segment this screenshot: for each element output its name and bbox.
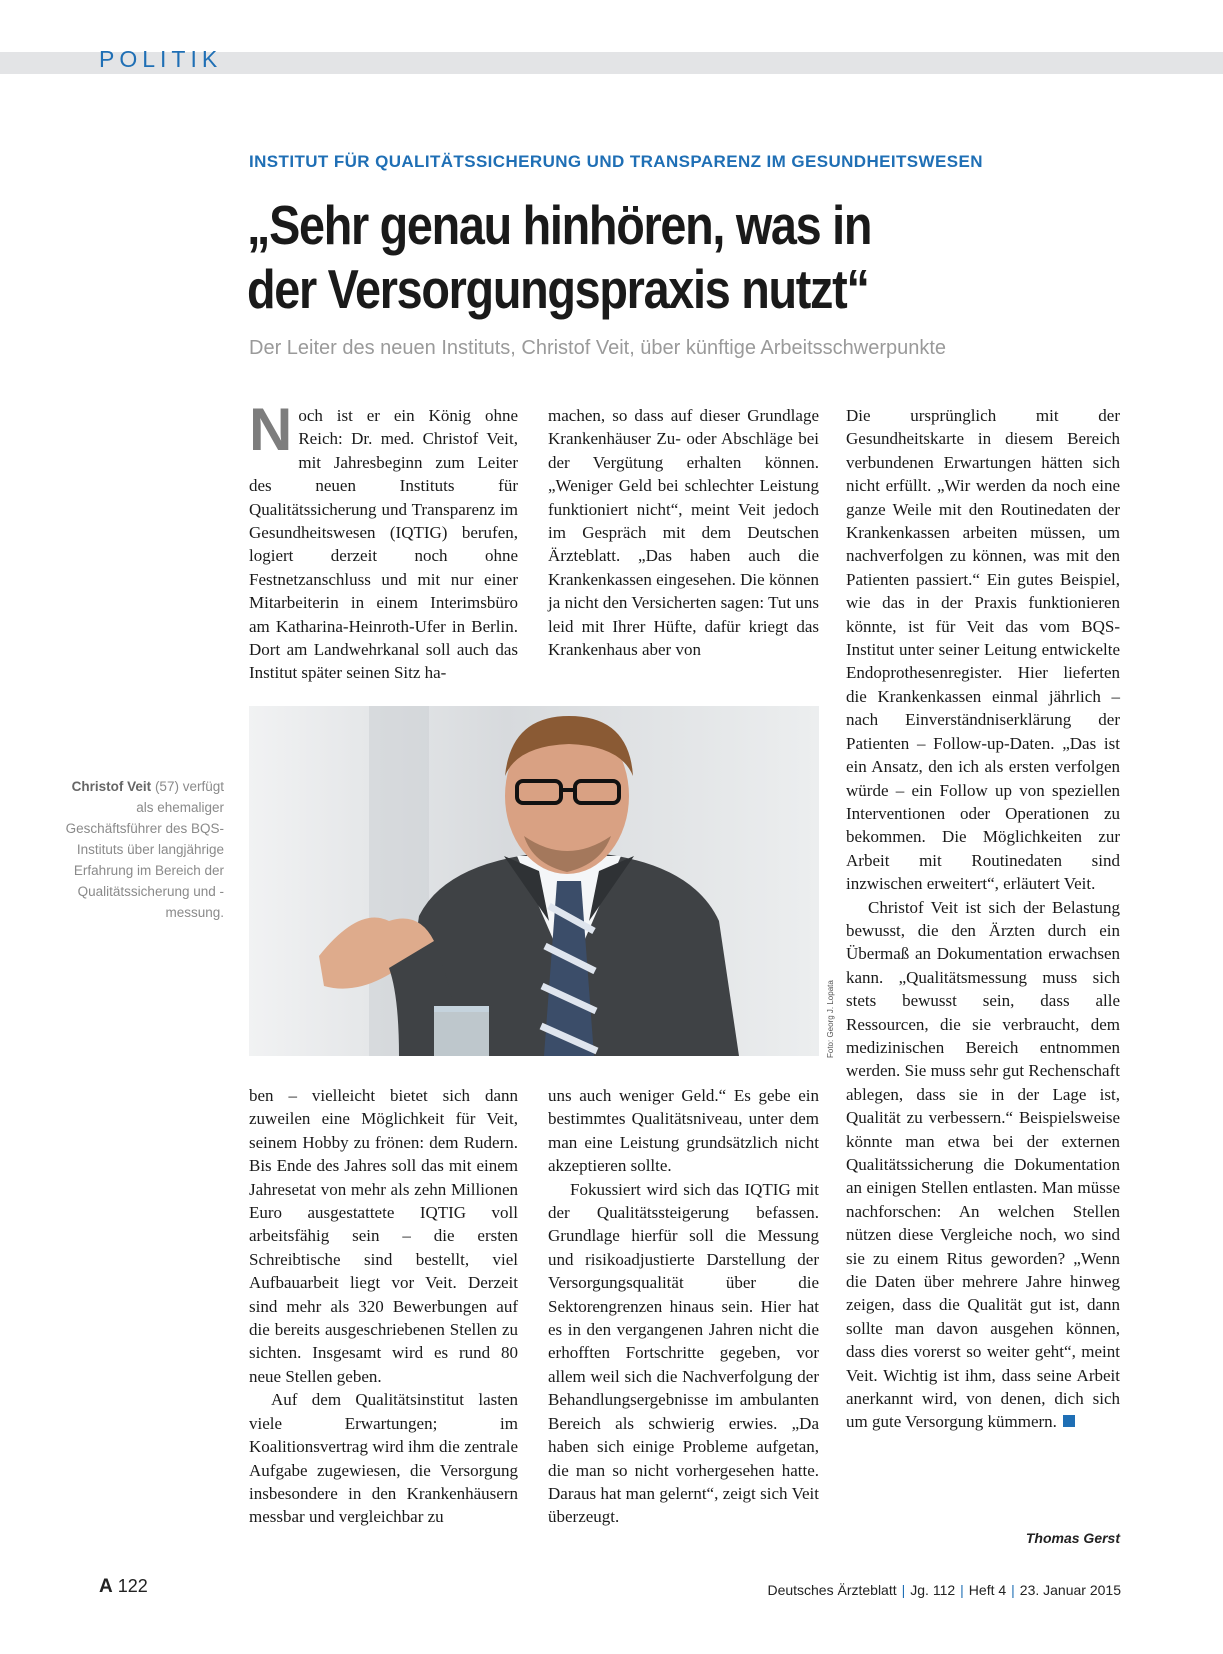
paragraph: ben – vielleicht bietet sich dann zuweilen eine Möglichkeit für Veit, seinem Hobby zu frönen: dem Rudern. Bis Ende des Jahres soll das mit einem Jahresetat von mehr als zehn Millionen Euro ausgestattete IQTIG voll arbeitsfähig sein – die ersten Schreibtische sind bestellt, viel Aufbauarbeit liegt vor Veit. Derzeit sind mehr als 320 Bewerbungen auf die bereits ausgeschriebenen Stellen zu sichten. Insgesamt wird es rund 80 neue Stellen geben. (249, 1086, 518, 1386)
paragraph (846, 896, 1120, 1434)
paragraph: uns auch weniger Geld.“ Es gebe ein bestimmtes Qualitätsniveau, unter dem man eine Leistung grundsätzlich nicht akzeptieren sollte. (548, 1086, 819, 1176)
volume: Jg. 112 (910, 1582, 956, 1598)
portrait-photo (249, 706, 819, 1056)
publication-name: Deutsches Ärzteblatt (767, 1582, 897, 1598)
section-label: POLITIK (99, 46, 223, 72)
kicker: INSTITUT FÜR QUALITÄTSSICHERUNG UND TRANSPARENZ IM GESUNDHEITSWESEN (249, 152, 983, 171)
issue: Heft 4 (968, 1582, 1007, 1598)
paragraph (249, 396, 518, 685)
drop-cap: N (249, 396, 293, 463)
paragraph: machen, so dass auf dieser Grundlage Krankenhäuser Zu- oder Abschläge bei der Vergütung erhalten können. „Weniger Geld bei schlechter Leistung funktioniert nicht“, meint Veit jedoch im Gespräch mit dem Deutschen Ärzteblatt. „Das haben auch die Krankenkassen eingesehen. Die können ja nicht den Versicherten sagen: Tut uns leid mit Ihrer Hüfte, dafür kriegt das Krankenhaus aber von (548, 406, 819, 660)
page-prefix: A (99, 1576, 113, 1597)
page-number (99, 1576, 148, 1598)
photo-illustration (249, 706, 819, 1056)
separator: | (960, 1582, 964, 1598)
headline-line-1: „Sehr genau hinhören, was in (247, 194, 872, 256)
page-number-value: 122 (117, 1576, 148, 1596)
paragraph: Die ursprünglich mit der Gesundheitskarte in diesem Bereich verbundenen Erwartungen hätten sich nicht erfüllt. „Wir werden da noch eine ganze Weile mit den Routinedaten der Krankenkassen arbeiten müssen, um nachverfolgen zu können, was mit den Patienten passiert.“ Ein gutes Beispiel, wie das in der Praxis funktionieren könnte, ist für Veit das vom BQS-Institut unter seiner Leitung entwickelte Endoprothesenregister. Hier lieferten die Krankenkassen einmal jährlich – nach Einverständniserklärung der Patienten – Follow-up-Daten. „Das ist ein Ansatz, den ich als ersten verfolgen würde – ein Follow up von speziellen Interventionen oder Operationen zu bekommen. Die Möglichkeiten zur Arbeit mit Routinedaten sind inzwischen erweitert“, erläutert Veit. (846, 406, 1120, 894)
column-2-top (548, 404, 819, 661)
paragraph: Auf dem Qualitätsinstitut lasten viele Erwartungen; im Koalitionsvertrag wird ihm die zentrale Aufgabe zugewiesen, die Versorgung insbesondere in den Krankenhäusern messbar und vergleichbar zu (249, 1390, 518, 1527)
footer-info (767, 1582, 1121, 1598)
paragraph: Fokussiert wird sich das IQTIG mit der Qualitätssteigerung befassen. Grundlage hierfür soll die Messung und risikoadjustierte Darstellung der Versorgungsqualität über die Sektorengrenzen hinaus sein. Hier hat es in den vergangenen Jahren nicht die erhofften Fortschritte gegeben, vor allem weil sich die Nachverfolgung der Behandlungsergebnisse im ambulanten Bereich als schwierig erwies. „Da haben sich einige Probleme aufgetan, die man so nicht vorhergesehen hatte. Daraus hat man gelernt“, zeigt sich Veit überzeugt. (548, 1179, 819, 1527)
caption-age: (57) (154, 779, 179, 794)
photo-caption (60, 776, 224, 923)
column-1-bottom (249, 1084, 518, 1529)
issue-date: 23. Januar 2015 (1019, 1582, 1121, 1598)
end-mark-icon (1063, 1415, 1075, 1427)
headline (247, 193, 871, 321)
headline-line-2: der Versorgungspraxis nutzt“ (247, 258, 869, 320)
paragraph-text: Christof Veit ist sich der Belastung bewusst, die den Ärzten durch ein Übermaß an Dokumentation erwachsen kann. „Qualitätsmessung muss sich stets bewusst sein, dass alle Ressourcen, die sie verbraucht, dem medizinischen Bereich entnommen werden. Sie muss sehr gut Rechenschaft ablegen, dass sie in der Lage ist, Qualität zu verbessern.“ Beispielsweise könnte man etwa bei der externen Qualitätssicherung die Dokumentation an einigen Stellen entlasten. Man müsse nachforschen: An welchen Stellen nützen diese Vergleiche noch, wo sind sie zu einem Ritus geworden? „Wenn die Daten über mehrere Jahre hinweg zeigen, dass die Qualität gut ist, dann sollte man davon ausgehen können, dass dies vorerst so weiter geht“, meint Veit. Wichtig ist ihm, dass seine Arbeit anerkannt wird, von denen, dich sich um gute Versorgung kümmern. (846, 897, 1120, 1432)
column-2-bottom (548, 1084, 819, 1529)
caption-name: Christof Veit (71, 779, 152, 794)
author: Thomas Gerst (1025, 1530, 1120, 1546)
photo-credit: Foto: Georg J. Lopata (826, 980, 835, 1058)
separator: | (1011, 1582, 1015, 1598)
separator: | (901, 1582, 906, 1598)
column-3 (846, 404, 1120, 1434)
caption-text: verfügt als ehemaliger Geschäftsführer des BQS-Instituts über langjährige Erfahrung im Bereich der Qualitätssicherung und -messung. (65, 779, 224, 920)
paragraph-text: och ist er ein König ohne Reich: Dr. med. Christof Veit, mit Jahresbeginn zum Leiter des neuen Instituts für Qualitätssicherung und Transparenz im Gesundheitswesen (IQTIG) berufen, logiert derzeit noch ohne Festnetzanschluss und mit nur einer Mitarbeiterin in einem Interimsbüro am Katharina-Heinroth-Ufer in Berlin. Dort am Landwehrkanal soll auch das Institut später seinen Sitz ha- (249, 406, 518, 683)
column-1-top (249, 396, 518, 685)
subline: Der Leiter des neuen Instituts, Christof Veit, über künftige Arbeitsschwerpunkte (249, 337, 947, 359)
